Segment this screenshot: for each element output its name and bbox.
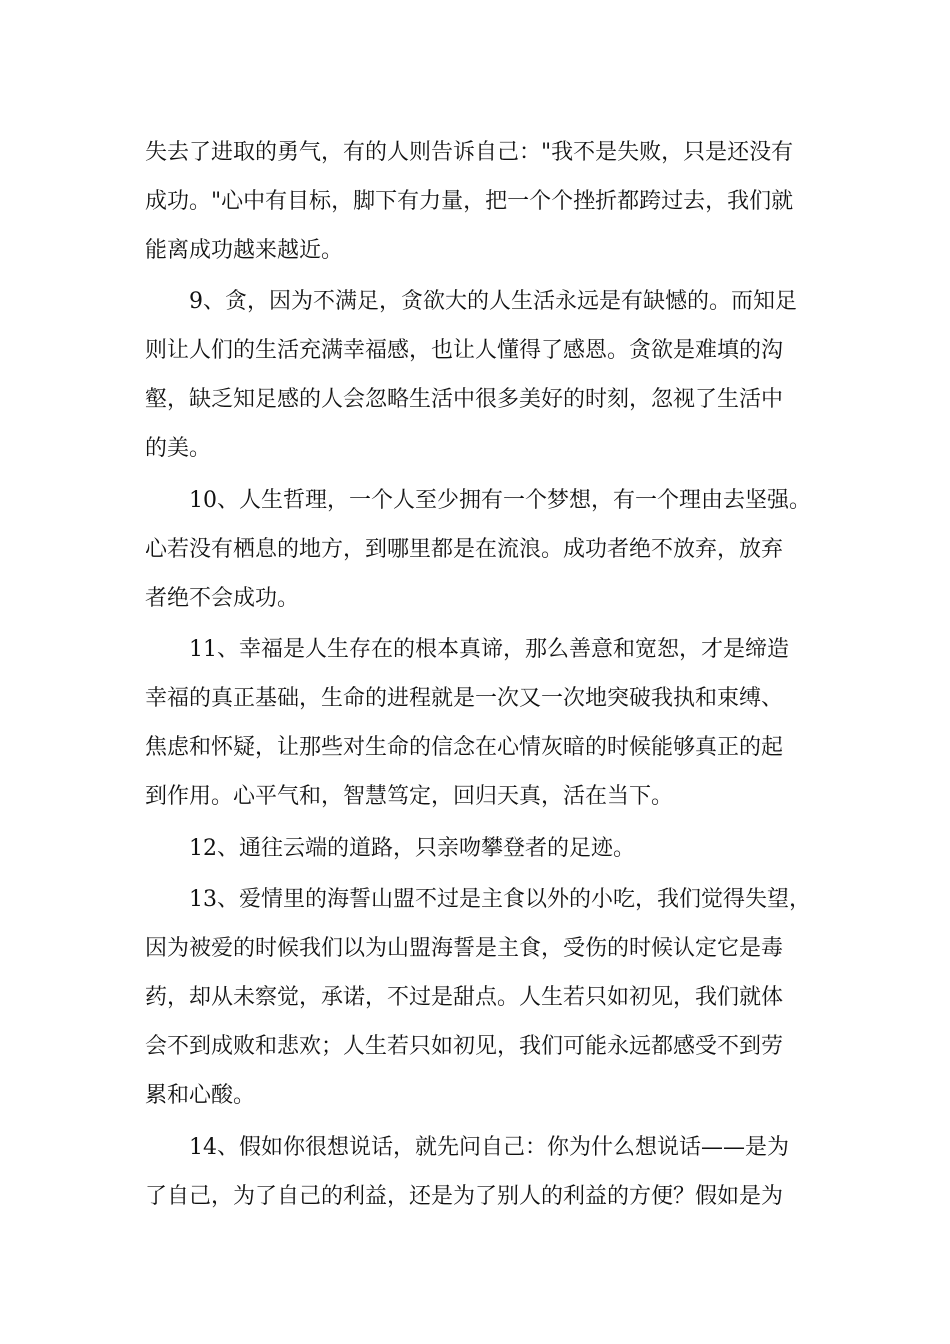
- text-line: 壑，缺乏知足感的人会忽略生活中很多美好的时刻，忽视了生活中: [145, 387, 784, 412]
- text-line: 10、人生哲理，一个人至少拥有一个梦想，有一个理由去坚强。: [189, 488, 811, 513]
- text-line: 幸福的真正基础，生命的进程就是一次又一次地突破我执和束缚、: [145, 686, 784, 711]
- text-line: 者绝不会成功。: [145, 586, 300, 611]
- text-line: 12、通往云端的道路，只亲吻攀登者的足迹。: [189, 836, 635, 861]
- text-line: 11、幸福是人生存在的根本真谛，那么善意和宽恕，才是缔造: [189, 637, 789, 662]
- text-line: 因为被爱的时候我们以为山盟海誓是主食，受伤的时候认定它是毒: [145, 936, 784, 961]
- text-line: 了自己，为了自己的利益，还是为了别人的利益的方便？假如是为: [145, 1184, 784, 1209]
- text-line: 药，却从未察觉，承诺，不过是甜点。人生若只如初见，我们就体: [145, 985, 784, 1010]
- text-line: 失去了进取的勇气，有的人则告诉自己："我不是失败，只是还没有: [145, 140, 794, 165]
- text-line: 能离成功越来越近。: [145, 238, 344, 263]
- text-line: 会不到成败和悲欢；人生若只如初见，我们可能永远都感受不到劳: [145, 1034, 784, 1059]
- text-line: 的美。: [145, 436, 212, 461]
- text-line: 13、爱情里的海誓山盟不过是主食以外的小吃，我们觉得失望，: [189, 887, 811, 912]
- text-line: 累和心酸。: [145, 1083, 256, 1108]
- text-line: 焦虑和怀疑，让那些对生命的信念在心情灰暗的时候能够真正的起: [145, 735, 784, 760]
- text-line: 心若没有栖息的地方，到哪里都是在流浪。成功者绝不放弃，放弃: [145, 537, 784, 562]
- text-line: 成功。"心中有目标，脚下有力量，把一个个挫折都跨过去，我们就: [145, 189, 794, 214]
- text-line: 9、贪，因为不满足，贪欲大的人生活永远是有缺憾的。而知足: [189, 289, 797, 314]
- text-line: 到作用。心平气和，智慧笃定，回归天真，活在当下。: [145, 784, 674, 809]
- text-line: 14、假如你很想说话，就先问自己：你为什么想说话——是为: [189, 1135, 789, 1160]
- text-line: 则让人们的生活充满幸福感，也让人懂得了感恩。贪欲是难填的沟: [145, 338, 784, 363]
